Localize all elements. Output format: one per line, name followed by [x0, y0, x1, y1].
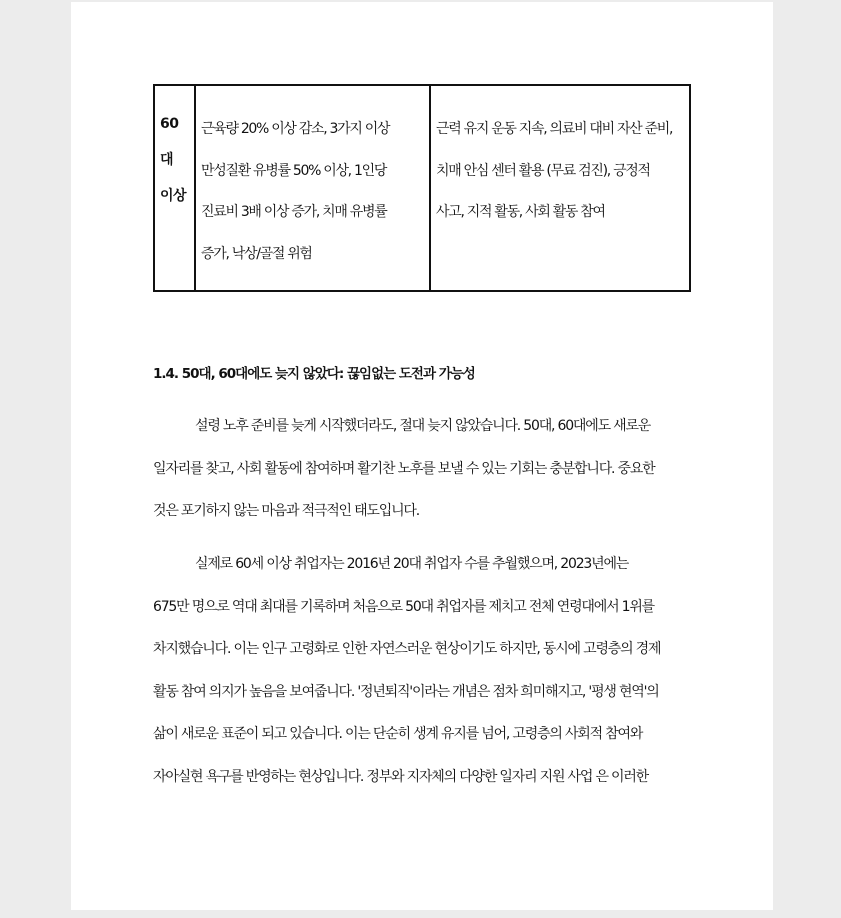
strategy-cell — [431, 86, 689, 290]
age-label-line: 60 — [160, 116, 179, 132]
characteristics-line: 진료비 3배 이상 증가, 치매 유병률 — [201, 204, 387, 220]
age-label-line: 이상 — [160, 188, 187, 204]
paragraph-2 — [153, 543, 693, 798]
paragraph-line: 설령 노후 준비를 늦게 시작했더라도, 절대 늦지 않았습니다. 50대, 60대에도 새로운 — [195, 418, 651, 434]
section-heading: 1.4. 50대, 60대에도 늦지 않았다: 끊임없는 도전과 가능성 — [153, 366, 475, 382]
strategy-line: 사고, 지적 활동, 사회 활동 참여 — [436, 204, 605, 220]
characteristics-line: 증가, 낙상/골절 위험 — [201, 245, 312, 262]
paragraph-line: 일자리를 찾고, 사회 활동에 참여하며 활기찬 노후를 보낼 수 있는 기회는 충분합니다. 중요한 — [153, 460, 655, 477]
paragraph-line: 것은 포기하지 않는 마음과 적극적인 태도입니다. — [153, 503, 419, 519]
paragraph-line: 삶이 새로운 표준이 되고 있습니다. 이는 단순히 생계 유지를 넘어, 고령층의 사회적 참여와 — [153, 726, 643, 742]
paragraph-1 — [153, 405, 693, 533]
characteristics-line: 만성질환 유병률 50% 이상, 1인당 — [201, 162, 387, 179]
strategy-line: 치매 안심 센터 활용 (무료 검진), 긍정적 — [436, 162, 650, 179]
paragraph-line: 자아실현 욕구를 반영하는 현상입니다. 정부와 지자체의 다양한 일자리 지원 사업 은 이러한 — [153, 768, 648, 785]
paragraph-line: 실제로 60세 이상 취업자는 2016년 20대 취업자 수를 추월했으며, 2023년에는 — [195, 556, 629, 572]
paragraph-line: 675만 명으로 역대 최대를 기록하며 처음으로 50대 취업자를 제치고 전체 연령대에서 1위를 — [153, 598, 655, 615]
age-group-cell — [155, 86, 196, 290]
strategy-line: 근력 유지 운동 지속, 의료비 대비 자산 준비, — [436, 121, 673, 137]
paragraph-line: 활동 참여 의지가 높음을 보여줍니다. '정년퇴직'이라는 개념은 점차 희미해지고, '평생 현역'의 — [153, 683, 659, 700]
paragraph-line: 차지했습니다. 이는 인구 고령화로 인한 자연스러운 현상이기도 하지만, 동시에 고령층의 경제 — [153, 641, 661, 657]
characteristics-line: 근육량 20% 이상 감소, 3가지 이상 — [201, 121, 390, 137]
age-group-table — [153, 84, 691, 292]
age-label-line: 대 — [160, 152, 174, 168]
characteristics-cell — [196, 86, 431, 290]
document-page — [71, 2, 773, 910]
